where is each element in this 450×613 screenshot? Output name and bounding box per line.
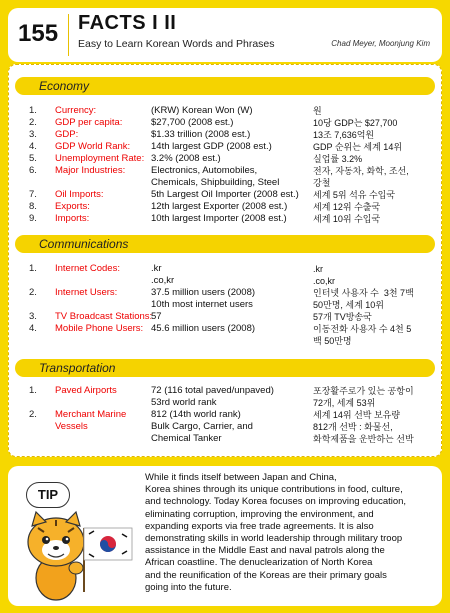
item-korean: 인터넷 사용자 수 3천 7백 50만명, 세계 10위 (313, 288, 414, 310)
section-title: Transportation (39, 361, 116, 375)
item-number: 9. (29, 213, 37, 224)
item-value: 3.2% (2008 est.) (151, 153, 221, 164)
tiger-mascot-icon (18, 508, 138, 604)
tip-line: and the reunification of the Koreas are their primary goals (145, 569, 387, 581)
item-label: TV Broadcast Stations: (55, 311, 153, 322)
item-value: $1.33 trillion (2008 est.) (151, 129, 251, 140)
item-value: Electronics, Automobiles, Chemicals, Shipbuilding, Steel (151, 165, 280, 188)
item-number: 8. (29, 201, 37, 212)
item-value: 37.5 million users (2008) 10th most internet users (151, 287, 256, 310)
item-korean: 세계 14위 선박 보유량 812개 선박 : 화물선, 화학제품을 운반하는 선박 (313, 410, 414, 444)
item-label: GDP World Rank: (55, 141, 131, 152)
item-value: 812 (14th world rank) Bulk Cargo, Carrier, and Chemical Tanker (151, 409, 253, 444)
item-number: 2. (29, 117, 37, 128)
tip-text (145, 472, 435, 594)
tip-line: eliminating corruption, improving the environment, and (145, 508, 374, 520)
authors: Chad Meyer, Moonjung Kim (331, 39, 430, 48)
item-number: 1. (29, 263, 37, 274)
section-communications (15, 235, 435, 253)
item-korean: 57개 TV방송국 (313, 312, 372, 322)
item-label: Mobile Phone Users: (55, 323, 144, 334)
item-korean: 이동전화 사용자 수 4천 5 백 50만명 (313, 324, 412, 346)
item-korean: 10당 GDP는 $27,700 (313, 118, 398, 128)
tip-line: demonstrating skills in world leadership through military troop (145, 533, 403, 545)
item-label: Exports: (55, 201, 90, 212)
item-value: 10th largest Importer (2008 est.) (151, 213, 287, 224)
item-korean: 세계 5위 석유 수입국 (313, 190, 396, 200)
item-number: 2. (29, 287, 37, 298)
item-number: 2. (29, 409, 37, 420)
item-number: 5. (29, 153, 37, 164)
item-korean: 13조 7,636억원 (313, 130, 375, 140)
tip-line: While it finds itself between Japan and China, (145, 472, 337, 483)
item-label: Oil Imports: (55, 189, 104, 200)
item-korean: 포장활주로가 있는 공항이 72개, 세계 53위 (313, 386, 414, 408)
item-value: 45.6 million users (2008) (151, 323, 256, 334)
item-label: Currency: (55, 105, 97, 116)
tip-line: Korea shines through its unique contributions in food, culture, (145, 484, 403, 496)
item-number: 3. (29, 311, 37, 322)
item-korean: 세계 12위 수출국 (313, 202, 381, 212)
item-korean: 실업률 3.2% (313, 154, 363, 164)
item-number: 4. (29, 141, 37, 152)
header-divider (68, 14, 69, 56)
item-korean: 세계 10위 수입국 (313, 214, 381, 224)
item-label: Unemployment Rate: (55, 153, 145, 164)
item-korean: .kr .co,kr (313, 264, 336, 286)
lesson-number: 155 (18, 20, 59, 47)
tip-line: going into the future. (145, 581, 232, 593)
item-korean: GDP 순위는 세계 14위 (313, 142, 403, 152)
section-economy (15, 77, 435, 95)
content-panel (8, 64, 442, 457)
tip-box (8, 466, 442, 606)
item-label: Internet Users: (55, 287, 118, 298)
section-title: Communications (39, 237, 129, 251)
page-title: FACTS I II (78, 12, 177, 34)
item-label: Paved Airports (55, 385, 117, 396)
item-korean: 원 (313, 106, 322, 116)
item-value: $27,700 (2008 est.) (151, 117, 234, 128)
tip-line: African coastline. The denuclearization of North Korea (145, 557, 373, 569)
section-transportation (15, 359, 435, 377)
item-label: GDP per capita: (55, 117, 123, 128)
header (8, 8, 442, 62)
item-value: (KRW) Korean Won (W) (151, 105, 253, 116)
item-label: Internet Codes: (55, 263, 120, 274)
section-title: Economy (39, 79, 90, 93)
item-label: Merchant Marine Vessels (55, 409, 127, 432)
item-value: .kr .co,kr (151, 263, 175, 286)
item-label: GDP: (55, 129, 79, 140)
item-value: 72 (116 total paved/unpaved) 53rd world rank (151, 385, 274, 408)
item-value: 14th largest GDP (2008 est.) (151, 141, 272, 152)
item-number: 1. (29, 385, 37, 396)
item-number: 4. (29, 323, 37, 334)
item-korean: 전자, 자동차, 화학, 조선, 강철 (313, 166, 409, 188)
item-value: 12th largest Exporter (2008 est.) (151, 201, 288, 212)
item-number: 1. (29, 105, 37, 116)
item-number: 7. (29, 189, 37, 200)
item-label: Imports: (55, 213, 90, 224)
tip-line: expanding exports via free trade agreements. It is also (145, 520, 374, 532)
item-value: 57 (151, 311, 162, 322)
item-label: Major Industries: (55, 165, 126, 176)
item-number: 6. (29, 165, 37, 176)
tip-line: and technology. Today Korea focuses on improving education, (145, 496, 407, 508)
tip-badge: TIP (26, 482, 70, 508)
item-number: 3. (29, 129, 37, 140)
item-value: 5th Largest Oil Importer (2008 est.) (151, 189, 299, 200)
tip-line: assistance in the Middle East and naval patrols along the (145, 545, 385, 557)
page-subtitle: Easy to Learn Korean Words and Phrases (78, 38, 275, 50)
